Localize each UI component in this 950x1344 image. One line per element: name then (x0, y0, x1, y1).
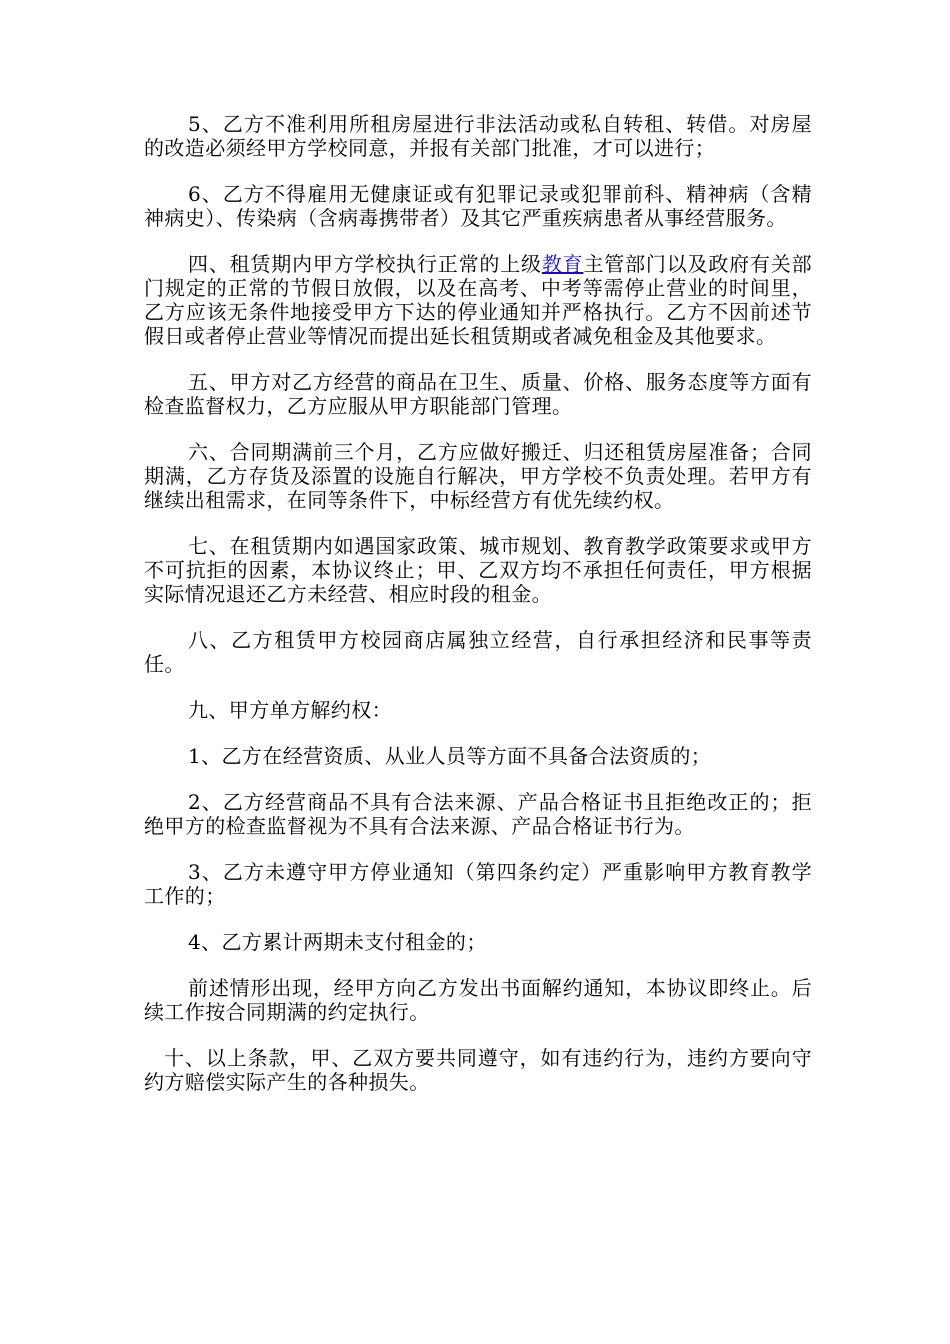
termination-item-1: 1、乙方在经营资质、从业人员等方面不具备合法资质的； (188, 744, 712, 768)
termination-item-2: 2、乙方经营商品不具有合法来源、产品合格证书且拒绝改正的；拒绝甲方的检查监督视为不具有合法来源、产品合格证书行为。 (144, 790, 812, 838)
education-link[interactable]: 教育 (541, 252, 584, 276)
termination-notice: 前述情形出现，经甲方向乙方发出书面解约通知，本协议即终止。后续工作按合同期满的约定执行。 (144, 976, 812, 1024)
clause-four-holidays (144, 252, 812, 348)
clause-eight-independent: 八、乙方租赁甲方校园商店属独立经营，自行承担经济和民事等责任。 (144, 628, 812, 676)
document-page (144, 112, 812, 1116)
clause-six-expiry: 六、合同期满前三个月，乙方应做好搬迁、归还租赁房屋准备；合同期满，乙方存货及添置的设施自行解决，甲方学校不负责处理。若甲方有继续出租需求，在同等条件下，中标经营方有优先续约权。 (144, 440, 812, 512)
clause-seven-force-majeure: 七、在租赁期内如遇国家政策、城市规划、教育教学政策要求或甲方不可抗拒的因素，本协议终止；甲、乙双方均不承担任何责任，甲方根据实际情况退还乙方未经营、相应时段的租金。 (144, 534, 812, 606)
clause-four-text-after: 主管部门以及政府有关部门规定的正常的节假日放假，以及在高考、中考等需停止营业的时间里，乙方应该无条件地接受甲方下达的停业通知并严格执行。乙方不因前述节假日或者停止营业等情况而提出延长租赁期或者减免租金及其他要求。 (144, 252, 812, 348)
clause-5-sublet: 5、乙方不准利用所租房屋进行非法活动或私自转租、转借。对房屋的改造必须经甲方学校同意，并报有关部门批准，才可以进行； (144, 112, 812, 160)
clause-four-text-before: 四、租赁期内甲方学校执行正常的上级 (188, 252, 542, 276)
clause-6-employment: 6、乙方不得雇用无健康证或有犯罪记录或犯罪前科、精神病（含精神病史）、传染病（含病毒携带者）及其它严重疾病患者从事经营服务。 (144, 182, 812, 230)
termination-item-3: 3、乙方未遵守甲方停业通知（第四条约定）严重影响甲方教育教学工作的； (144, 860, 812, 908)
clause-five-supervision: 五、甲方对乙方经营的商品在卫生、质量、价格、服务态度等方面有检查监督权力，乙方应服从甲方职能部门管理。 (144, 370, 812, 418)
clause-nine-termination-title: 九、甲方单方解约权： (188, 698, 392, 722)
termination-item-4: 4、乙方累计两期未支付租金的； (188, 930, 487, 954)
clause-ten-compliance: 十、以上条款，甲、乙双方要共同遵守，如有违约行为，违约方要向守约方赔偿实际产生的各种损失。 (144, 1046, 812, 1094)
